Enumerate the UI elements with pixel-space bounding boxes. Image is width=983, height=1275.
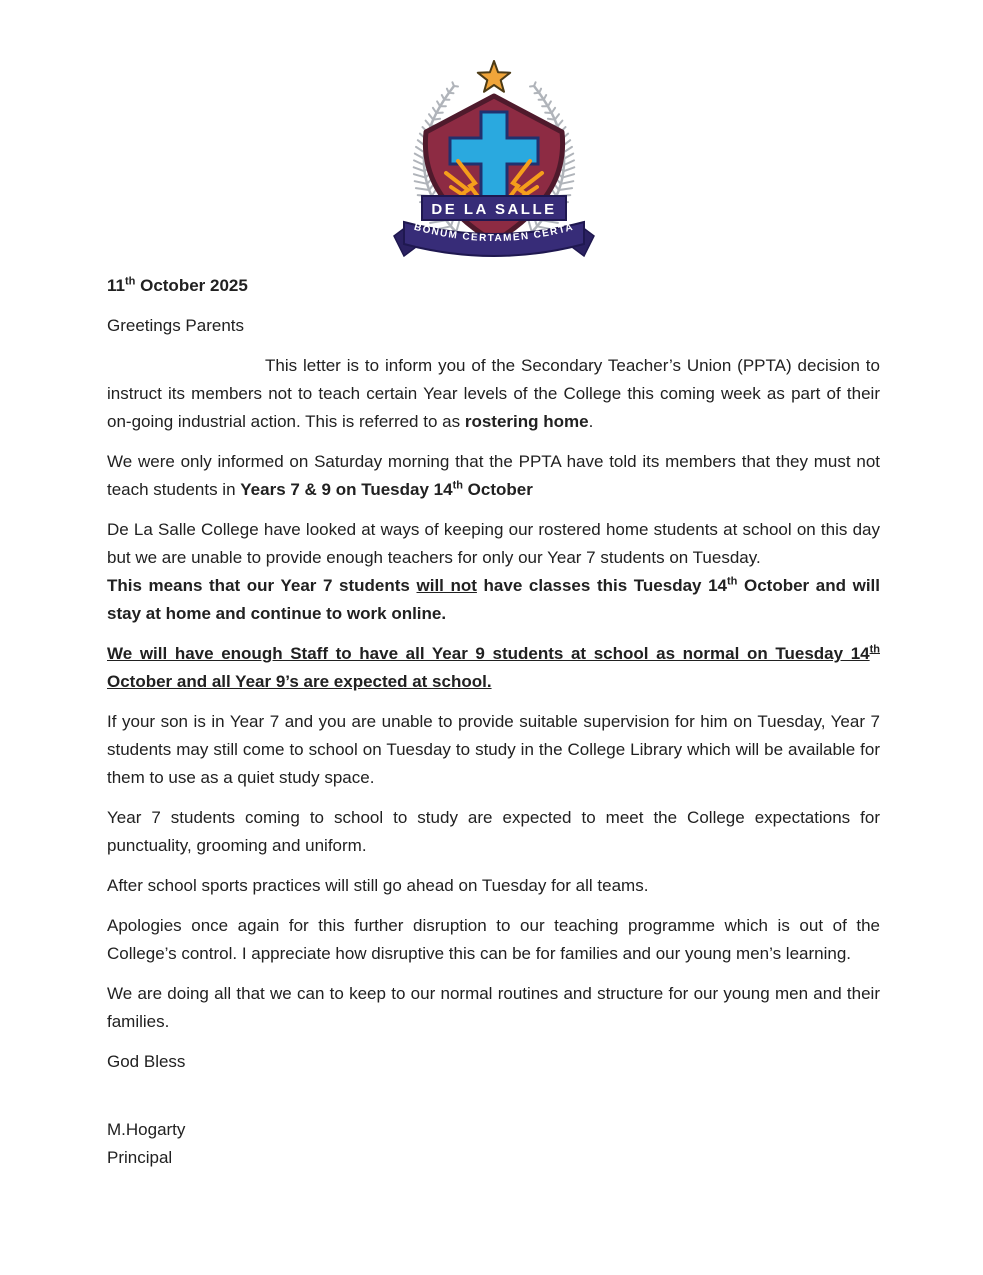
name-band-text: DE LA SALLE — [430, 201, 557, 218]
paragraph-ppta-notice: We were only informed on Saturday morning that the PPTA have told its members that they must not teach students in Years 7 & 9 on Tuesday 14th October — [107, 452, 880, 499]
paragraph-routines: We are doing all that we can to keep to our normal routines and structure for our young men and their families. — [107, 984, 880, 1031]
date-ordinal: th — [124, 275, 136, 288]
paragraph-apologies: Apologies once again for this further disruption to our teaching programme which is out of the College’s control. I appreciate how disruptive this can be for families and our young men’s learning. — [107, 916, 880, 963]
signature-name: M.Hogarty — [107, 1120, 186, 1139]
signature-title: Principal — [107, 1148, 173, 1167]
star-icon — [477, 61, 509, 92]
greeting: Greetings Parents — [107, 316, 245, 335]
date-rest: October 2025 — [135, 276, 248, 295]
letter-date — [107, 272, 880, 300]
paragraph-year9-at-school: We will have enough Staff to have all Year 9 students at school as normal on Tuesday 14th October and all Year 9’s are expected at school. — [107, 643, 880, 691]
paragraph-intro: This letter is to inform you of the Secondary Teacher’s Union (PPTA) decision to instruct its members not to teach certain Year levels of the College this coming week as part of their on-going industrial action. This is referred to as rostering home. — [107, 356, 880, 431]
paragraph-year7-no-classes: This means that our Year 7 students will not have classes this Tuesday 14th October and will stay at home and continue to work online. — [107, 575, 880, 623]
paragraph-sports: After school sports practices will still go ahead on Tuesday for all teams. — [107, 876, 649, 895]
motto-text: BONUM CERTAMEN CERTA — [412, 221, 575, 245]
date-day: 11 — [107, 276, 125, 295]
closing: God Bless — [107, 1052, 186, 1071]
paragraph-rostered-home: De La Salle College have looked at ways of keeping our rostered home students at school on this day but we are unable to provide enough teachers for only our Year 7 students on Tuesday. — [107, 520, 880, 567]
college-crest — [388, 56, 600, 258]
paragraph-expectations: Year 7 students coming to school to study are expected to meet the College expectations for punctuality, grooming and uniform. — [107, 808, 880, 855]
signature-block — [107, 1116, 880, 1172]
paragraph-library-option: If your son is in Year 7 and you are unable to provide suitable supervision for him on Tuesday, Year 7 students may still come to school on Tuesday to study in the College Library which will be available for them to use as a quiet study space. — [107, 712, 880, 787]
